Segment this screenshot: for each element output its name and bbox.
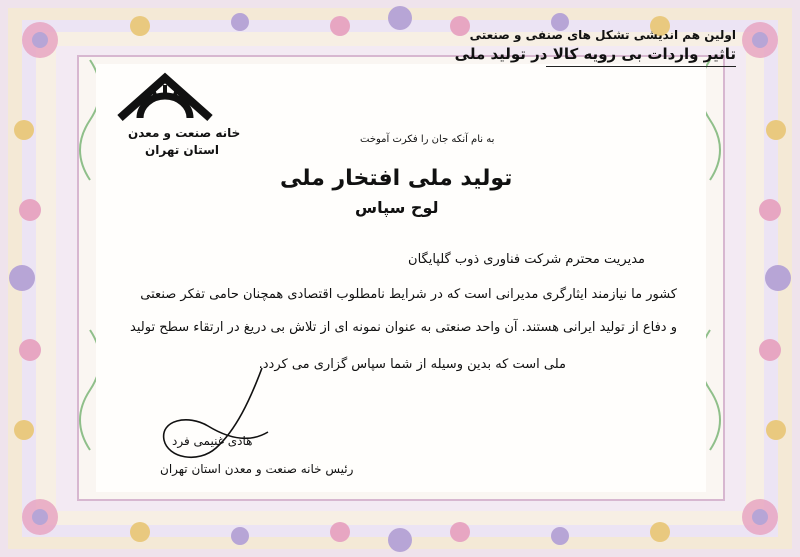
signature-mark (150, 360, 290, 470)
body-line-1: کشور ما نیازمند ایثارگری مدیرانی است که در شرایط نامطلوب اقتصادی همچنان حامی تفکر صنعتی (140, 287, 677, 302)
logo-org-region: استان تهران (145, 143, 219, 157)
dedication: به نام آنکه جان را فکرت آموخت (360, 134, 495, 145)
topic-line: تاثیر واردات بی رویه کالا در تولید ملی (454, 45, 736, 63)
signer-title: رئیس خانه صنعت و معدن استان تهران (160, 462, 354, 476)
event-line: اولین هم اندیشی تشکل های صنفی و صنعتی (469, 28, 736, 42)
body-line-2: و دفاع از تولید ایرانی هستند. آن واحد صنعتی به عنوان نمونه ای از تلاش بی دریغ در ارتقاء سطح تولید (130, 320, 677, 335)
signer-name: هادی غنیمی فرد (172, 434, 253, 448)
logo-org-name: خانه صنعت و معدن (128, 126, 241, 140)
recipient-line: مدیریت محترم شرکت فناوری ذوب گلپایگان (408, 252, 645, 267)
certificate-title: تولید ملی افتخار ملی (280, 166, 513, 191)
organization-logo (110, 68, 240, 158)
topic-underline (546, 66, 736, 67)
body-line-3: ملی است که بدین وسیله از شما سپاس گزاری می کردد. (258, 357, 566, 372)
certificate-subtitle: لوح سپاس (355, 198, 439, 217)
house-gear-icon (110, 68, 220, 124)
